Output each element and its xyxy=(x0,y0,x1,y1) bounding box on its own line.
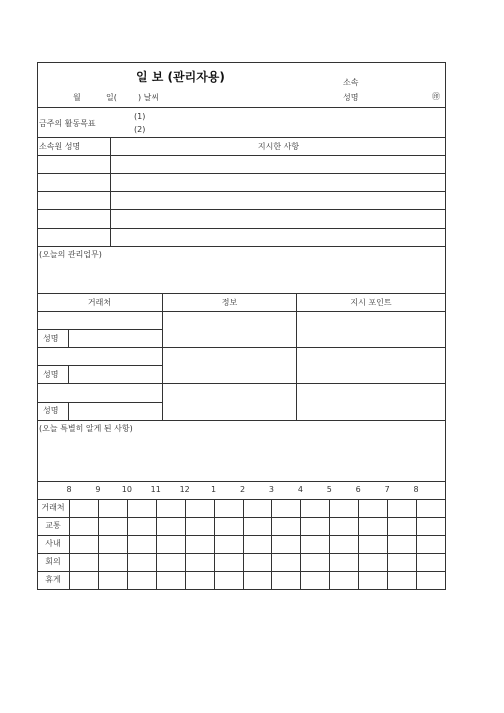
dept-label: 소속 xyxy=(343,78,359,87)
notes-divider xyxy=(37,481,445,482)
hour-label: 7 xyxy=(384,485,390,494)
client-table-end xyxy=(37,420,445,421)
goals-divider xyxy=(37,137,445,138)
notes-label: (오늘 특별히 알게 된 사항) xyxy=(39,424,133,433)
instruction-table-end xyxy=(37,246,445,247)
hour-label: 6 xyxy=(355,485,361,494)
schedule-col-line xyxy=(358,499,359,589)
name-cell-divider xyxy=(68,365,69,383)
name-cell-divider xyxy=(68,329,69,347)
hour-label: 1 xyxy=(211,485,217,494)
name-cell-divider xyxy=(68,402,69,420)
instruction-row-line xyxy=(37,155,445,156)
client-name-label: 성명 xyxy=(43,370,59,379)
schedule-col-line xyxy=(416,499,417,589)
point-header: 지시 포인트 xyxy=(350,298,392,307)
info-header: 정보 xyxy=(221,298,238,307)
instruction-row-line xyxy=(37,228,445,229)
client-name-label: 성명 xyxy=(43,406,59,415)
hour-label: 3 xyxy=(268,485,274,494)
schedule-row-label: 회의 xyxy=(45,557,61,566)
hour-label: 4 xyxy=(297,485,303,494)
schedule-col-line xyxy=(243,499,244,589)
instruction-row-line xyxy=(37,209,445,210)
schedule-col-line xyxy=(98,499,99,589)
schedule-row-label: 휴게 xyxy=(45,575,61,584)
client-header-line xyxy=(37,311,445,312)
day-label: 일( xyxy=(106,93,117,102)
weather-label: ) 날씨 xyxy=(138,93,160,102)
hour-label: 8 xyxy=(66,485,72,494)
work-divider xyxy=(37,293,445,294)
client-sub-line xyxy=(37,365,162,366)
schedule-row-label: 교통 xyxy=(45,521,61,530)
member-name-header: 소속원 성명 xyxy=(39,142,81,151)
goal-item-1: (1) xyxy=(134,112,146,121)
seal-icon: ㊞ xyxy=(432,92,440,101)
instruction-row-line xyxy=(37,173,445,174)
schedule-col-line xyxy=(127,499,128,589)
schedule-col-line xyxy=(300,499,301,589)
schedule-col-line xyxy=(329,499,330,589)
instruction-row-line xyxy=(37,191,445,192)
frame-top xyxy=(37,62,445,63)
client-block-line xyxy=(37,347,445,348)
frame-right xyxy=(445,62,446,590)
schedule-col-line xyxy=(387,499,388,589)
schedule-col-line xyxy=(214,499,215,589)
goals-label: 금주의 활동목표 xyxy=(39,119,96,128)
hour-label: 10 xyxy=(121,485,132,494)
hour-label: 11 xyxy=(150,485,161,494)
hour-label: 5 xyxy=(326,485,332,494)
client-sub-line xyxy=(37,402,162,403)
hour-label: 8 xyxy=(413,485,419,494)
schedule-col-line xyxy=(185,499,186,589)
client-block-line xyxy=(37,383,445,384)
month-label: 월 xyxy=(73,93,81,102)
client-header: 거래처 xyxy=(87,298,112,307)
schedule-col-line xyxy=(156,499,157,589)
schedule-label-divider xyxy=(69,499,70,589)
form-title: 일 보 (관리자용) xyxy=(136,70,225,84)
client-col-divider xyxy=(162,293,163,420)
schedule-row-label: 사내 xyxy=(45,539,61,548)
name-label: 성명 xyxy=(343,93,359,102)
goal-item-2: (2) xyxy=(134,125,146,134)
work-label: (오늘의 관리업무) xyxy=(39,250,102,259)
hour-label: 9 xyxy=(95,485,101,494)
instruction-header: 지시한 사항 xyxy=(257,142,300,151)
schedule-row-label: 거래처 xyxy=(41,503,65,512)
client-name-label: 성명 xyxy=(43,334,59,343)
hour-label: 2 xyxy=(239,485,246,494)
info-col-divider xyxy=(296,293,297,420)
client-sub-line xyxy=(37,329,162,330)
frame-bottom xyxy=(37,589,445,590)
hour-label: 12 xyxy=(179,485,190,494)
schedule-col-line xyxy=(271,499,272,589)
header-divider xyxy=(37,107,445,108)
